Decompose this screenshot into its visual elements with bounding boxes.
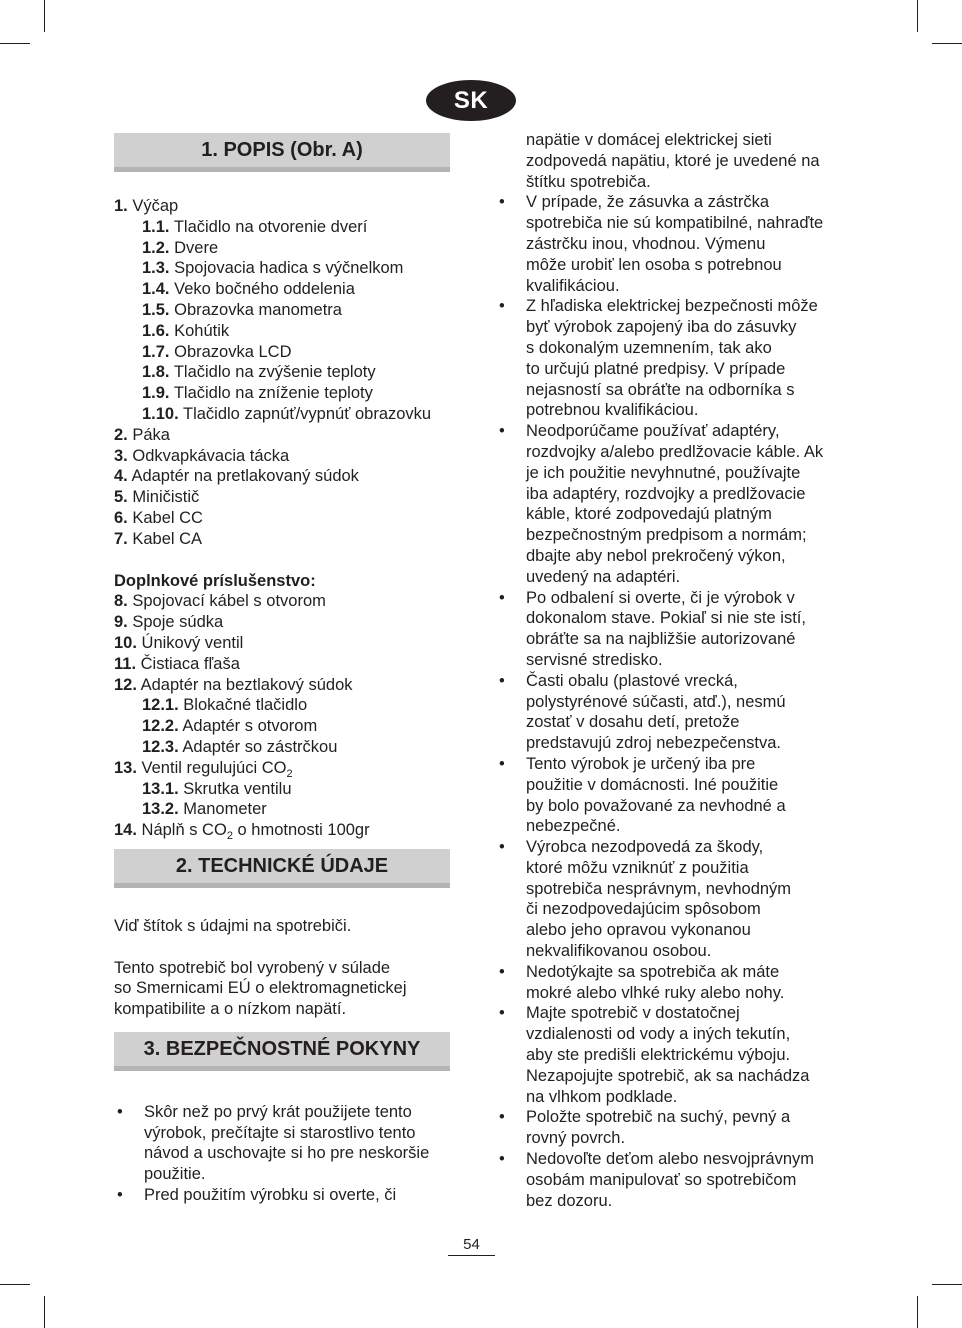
safety-list-right xyxy=(496,192,841,1211)
item-label: Tlačidlo zapnúť/vypnúť obrazovku xyxy=(183,404,432,423)
list-item xyxy=(114,654,450,675)
bullet-line: mokré alebo vlhké ruky alebo nohy. xyxy=(526,983,785,1002)
bullet-line: nebezpečné. xyxy=(526,817,621,836)
list-item xyxy=(114,362,450,383)
item-label: Ventil regulujúci CO xyxy=(141,758,287,777)
parts-list xyxy=(114,196,450,550)
bullet-text xyxy=(526,1149,841,1211)
list-item xyxy=(114,321,450,342)
item-number: 11. xyxy=(114,654,137,673)
bullet-item xyxy=(496,296,841,421)
item-number: 6. xyxy=(114,508,128,527)
list-item xyxy=(114,487,450,508)
bullet-icon: • xyxy=(499,193,505,212)
bullet-item xyxy=(114,1185,450,1206)
bullet-line: polystyrénové súčasti, atď.), nesmú xyxy=(526,692,786,711)
item-number: 1.6. xyxy=(142,321,170,340)
bullet-line: predstavujú zdroj nebezpečenstva. xyxy=(526,734,781,753)
bullet-icon: • xyxy=(499,1150,505,1169)
item-number: 10. xyxy=(114,633,137,652)
list-item xyxy=(114,633,450,654)
list-item xyxy=(114,820,450,841)
bullet-line: rovný povrch. xyxy=(526,1129,626,1148)
item-number: 12.3. xyxy=(142,737,179,756)
bullet-line: Po odbalení si overte, či je výrobok v xyxy=(526,588,795,607)
bullet-line: Nezapojujte spotrebič, ak sa nachádza xyxy=(526,1066,810,1085)
item-number: 1.3. xyxy=(142,259,170,278)
item-label: Čistiaca fľaša xyxy=(140,654,240,673)
item-number: 8. xyxy=(114,592,128,611)
bullet-line: výrobok, prečítajte si starostlivo tento xyxy=(144,1123,416,1142)
bullet-item xyxy=(496,1149,841,1211)
bullet-text xyxy=(526,962,841,1004)
list-item xyxy=(114,238,450,259)
paragraph-line: Tento spotrebič bol vyrobený v súlade xyxy=(114,958,391,977)
bullet-line: nejasností sa obráťte na odborníka s xyxy=(526,380,795,399)
item-label: Únikový ventil xyxy=(141,633,244,652)
list-item xyxy=(114,383,450,404)
bullet-text xyxy=(526,192,841,296)
paragraph-line: so Smernicami EÚ o elektromagnetickej xyxy=(114,979,407,998)
bullet-line: Výrobca nezodpovedá za škody, xyxy=(526,838,764,857)
item-label: Adaptér s otvorom xyxy=(182,717,318,736)
item-subscript: 2 xyxy=(226,830,233,843)
item-number: 13.2. xyxy=(142,800,179,819)
technical-data-compliance-paragraph xyxy=(114,958,450,1020)
list-item xyxy=(114,612,450,633)
bullet-icon: • xyxy=(499,1108,505,1127)
bullet-icon: • xyxy=(499,422,505,441)
bullet-icon: • xyxy=(499,588,505,607)
item-label: Kohútik xyxy=(174,321,230,340)
bullet-item xyxy=(496,671,841,754)
list-item xyxy=(114,591,450,612)
item-label: Páka xyxy=(132,425,170,444)
bullet-icon: • xyxy=(117,1102,123,1121)
bullet-line: osobám manipulovať so spotrebičom xyxy=(526,1170,797,1189)
item-label: Tlačidlo na zvýšenie teploty xyxy=(173,363,376,382)
bullet-text xyxy=(526,421,841,587)
bullet-item xyxy=(114,1102,450,1185)
item-label: Blokačné tlačidlo xyxy=(183,696,308,715)
list-item xyxy=(114,529,450,550)
item-label: Adaptér na beztlakový súdok xyxy=(140,675,353,694)
item-number: 12. xyxy=(114,675,137,694)
bullet-line: spotrebiča nesprávnym, nevhodným xyxy=(526,879,792,898)
bullet-line: spotrebiča nie sú kompatibilné, nahraďte xyxy=(526,214,824,233)
accessories-heading: Doplnkové príslušenstvo: xyxy=(114,571,316,590)
bullet-line: Časti obalu (plastové vrecká, xyxy=(526,671,738,690)
safety-list-left xyxy=(114,1102,450,1206)
item-label: Spoje súdka xyxy=(132,613,224,632)
item-number: 1.10. xyxy=(142,404,179,423)
item-label: Adaptér na pretlakovaný súdok xyxy=(131,467,359,486)
bullet-icon: • xyxy=(499,671,505,690)
item-label: Adaptér so zástrčkou xyxy=(182,737,338,756)
safety-continuation xyxy=(496,130,841,192)
paragraph-line: kompatibilite a o nízkom napätí. xyxy=(114,1000,347,1019)
bullet-line: rozdvojky a/alebo predlžovacie káble. Ak xyxy=(526,442,824,461)
list-item xyxy=(114,342,450,363)
bullet-line: ktoré môžu vzniknúť z použitia xyxy=(526,858,749,877)
bullet-line: dokonalom stave. Pokiaľ si nie ste istí, xyxy=(526,609,806,628)
bullet-line: Pred použitím výrobku si overte, či xyxy=(144,1186,397,1205)
bullet-line: obráťte sa na najbližšie autorizované xyxy=(526,630,796,649)
item-number: 1.7. xyxy=(142,342,170,361)
bullet-text xyxy=(526,1107,841,1149)
list-item xyxy=(114,196,450,217)
bullet-item xyxy=(496,1003,841,1107)
list-item xyxy=(114,695,450,716)
bullet-line: použitie. xyxy=(144,1165,206,1184)
bullet-text xyxy=(526,671,841,754)
list-item xyxy=(114,425,450,446)
item-number: 13. xyxy=(114,758,137,777)
bullet-text xyxy=(526,1003,841,1107)
bullet-line: aby ste predišli elektrickému výboju. xyxy=(526,1046,791,1065)
bullet-line: dbajte aby nebol prekročený výkon, xyxy=(526,546,786,565)
section-heading-safety: 3. BEZPEČNOSTNÉ POKYNY xyxy=(114,1032,450,1071)
item-label: Tlačidlo na otvorenie dverí xyxy=(173,217,368,236)
crop-mark xyxy=(917,0,918,32)
bullet-line: je ich použitie nevyhnutné, používajte xyxy=(526,463,801,482)
bullet-line: bez dozoru. xyxy=(526,1191,613,1210)
list-item xyxy=(114,446,450,467)
bullet-line: na vlhkom podklade. xyxy=(526,1087,678,1106)
bullet-line: vzdialenosti od vody a iných tekutín, xyxy=(526,1025,791,1044)
bullet-line: V prípade, že zásuvka a zástrčka xyxy=(526,193,770,212)
item-number: 14. xyxy=(114,821,137,840)
item-label: Spojovací kábel s otvorom xyxy=(132,592,326,611)
bullet-line: to určujú platné predpisy. V prípade xyxy=(526,359,786,378)
item-number: 1.2. xyxy=(142,238,170,257)
list-item xyxy=(114,675,450,696)
item-number: 5. xyxy=(114,488,128,507)
crop-mark xyxy=(932,1284,962,1285)
accessories-list xyxy=(114,591,450,841)
section-heading-description: 1. POPIS (Obr. A) xyxy=(114,133,450,172)
item-label: Tlačidlo na zníženie teploty xyxy=(173,384,373,403)
item-label: Odkvapkávacia tácka xyxy=(132,446,290,465)
bullet-text xyxy=(526,588,841,671)
list-item xyxy=(114,217,450,238)
item-label: Náplň s CO xyxy=(141,821,227,840)
bullet-line: nekvalifikovanou osobou. xyxy=(526,942,712,961)
bullet-icon: • xyxy=(499,1004,505,1023)
bullet-line: potrebnou kvalifikáciou. xyxy=(526,401,699,420)
list-item xyxy=(114,799,450,820)
list-item xyxy=(114,258,450,279)
item-label: Kabel CC xyxy=(132,508,203,527)
bullet-line: Neodporúčame používať adaptéry, xyxy=(526,422,780,441)
crop-mark xyxy=(44,0,45,32)
bullet-text xyxy=(526,754,841,837)
item-number: 12.2. xyxy=(142,717,179,736)
bullet-item xyxy=(496,1107,841,1149)
bullet-line: Skôr než po prvý krát použijete tento xyxy=(144,1102,412,1121)
bullet-icon: • xyxy=(499,297,505,316)
item-number: 1.5. xyxy=(142,300,170,319)
bullet-item xyxy=(496,588,841,671)
bullet-line: návod a uschovajte si ho pre neskoršie xyxy=(144,1144,430,1163)
bullet-item xyxy=(496,754,841,837)
bullet-icon: • xyxy=(117,1186,123,1205)
list-item xyxy=(114,404,450,425)
list-item xyxy=(114,779,450,800)
item-label: Dvere xyxy=(174,238,219,257)
list-item xyxy=(114,737,450,758)
crop-mark xyxy=(932,43,962,44)
item-number: 7. xyxy=(114,529,128,548)
item-number: 3. xyxy=(114,446,128,465)
item-number: 2. xyxy=(114,425,128,444)
language-badge: SK xyxy=(426,80,516,121)
item-label: Miničistič xyxy=(132,488,200,507)
item-number: 1.4. xyxy=(142,280,170,299)
bullet-item xyxy=(496,192,841,296)
bullet-line: Z hľadiska elektrickej bezpečnosti môže xyxy=(526,297,818,316)
item-label: Skrutka ventilu xyxy=(183,779,292,798)
right-column xyxy=(496,130,841,1211)
bullet-line: štítku spotrebiča. xyxy=(526,172,651,191)
bullet-line: byť výrobok zapojený iba do zásuvky xyxy=(526,318,797,337)
bullet-line: servisné stredisko. xyxy=(526,650,663,669)
bullet-line: napätie v domácej elektrickej sieti xyxy=(526,131,772,149)
item-number: 1.8. xyxy=(142,363,170,382)
list-item xyxy=(114,716,450,737)
bullet-line: zostať v dosahu detí, pretože xyxy=(526,713,740,732)
technical-data-paragraph: Viď štítok s údajmi na spotrebiči. xyxy=(114,916,352,935)
item-label: Kabel CA xyxy=(132,529,203,548)
list-item xyxy=(114,758,450,779)
bullet-line: alebo jeho opravou vykonanou xyxy=(526,921,751,940)
bullet-icon: • xyxy=(499,754,505,773)
item-number: 12.1. xyxy=(142,696,179,715)
bullet-item xyxy=(496,962,841,1004)
bullet-line: Tento výrobok je určený iba pre xyxy=(526,754,756,773)
bullet-text xyxy=(144,1102,450,1185)
list-item xyxy=(114,300,450,321)
item-number: 1. xyxy=(114,197,128,215)
bullet-text xyxy=(526,296,841,421)
item-label: Manometer xyxy=(183,800,267,819)
bullet-item xyxy=(496,421,841,587)
crop-mark xyxy=(44,1296,45,1328)
bullet-icon: • xyxy=(499,962,505,981)
bullet-line: zodpovedá napätiu, ktoré je uvedené na xyxy=(526,151,820,170)
item-label-tail: o hmotnosti 100gr xyxy=(232,821,370,840)
bullet-line: bezpečnostným predpisom a normám; xyxy=(526,526,807,545)
item-subscript: 2 xyxy=(286,767,293,780)
bullet-line: Nedotýkajte sa spotrebiča ak máte xyxy=(526,962,780,981)
item-label: Veko bočného oddelenia xyxy=(174,280,355,299)
item-number: 4. xyxy=(114,467,128,486)
item-number: 9. xyxy=(114,613,128,632)
list-item xyxy=(114,508,450,529)
bullet-line: by bolo považované za nevhodné a xyxy=(526,796,786,815)
section-heading-technical-data: 2. TECHNICKÉ ÚDAJE xyxy=(114,849,450,888)
bullet-line: Nedovoľte deťom alebo nesvojprávnym xyxy=(526,1150,814,1169)
list-item xyxy=(114,466,450,487)
bullet-line: kvalifikáciou. xyxy=(526,276,620,295)
bullet-line: môže urobiť len osoba s potrebnou xyxy=(526,255,782,274)
item-number: 1.1. xyxy=(142,217,170,236)
item-label: Spojovacia hadica s výčnelkom xyxy=(174,259,404,278)
bullet-text xyxy=(144,1185,450,1206)
bullet-line: s dokonalým uzemnením, tak ako xyxy=(526,338,772,357)
bullet-line: iba adaptéry, rozdvojky a predlžovacie xyxy=(526,484,806,503)
bullet-line: Položte spotrebič na suchý, pevný a xyxy=(526,1108,791,1127)
item-number: 1.9. xyxy=(142,384,170,403)
list-item xyxy=(114,279,450,300)
bullet-line: káble, ktoré zodpovedajú platným xyxy=(526,505,772,524)
bullet-line: Majte spotrebič v dostatočnej xyxy=(526,1004,740,1023)
crop-mark xyxy=(0,43,30,44)
item-label: Obrazovka LCD xyxy=(174,342,292,361)
bullet-line: či nezodpovedajúcim spôsobom xyxy=(526,900,761,919)
item-number: 13.1. xyxy=(142,779,179,798)
crop-mark xyxy=(917,1296,918,1328)
bullet-icon: • xyxy=(499,838,505,857)
item-label: Obrazovka manometra xyxy=(174,300,342,319)
left-column xyxy=(114,133,450,1206)
bullet-line: zástrčku inou, vhodnou. Výmenu xyxy=(526,234,766,253)
bullet-line: použitie v domácnosti. Iné použitie xyxy=(526,775,779,794)
bullet-item xyxy=(496,837,841,962)
bullet-line: uvedený na adaptéri. xyxy=(526,567,681,586)
page-number: 54 xyxy=(448,1236,495,1256)
item-label: Výčap xyxy=(132,197,179,215)
crop-mark xyxy=(0,1284,30,1285)
bullet-text xyxy=(526,837,841,962)
